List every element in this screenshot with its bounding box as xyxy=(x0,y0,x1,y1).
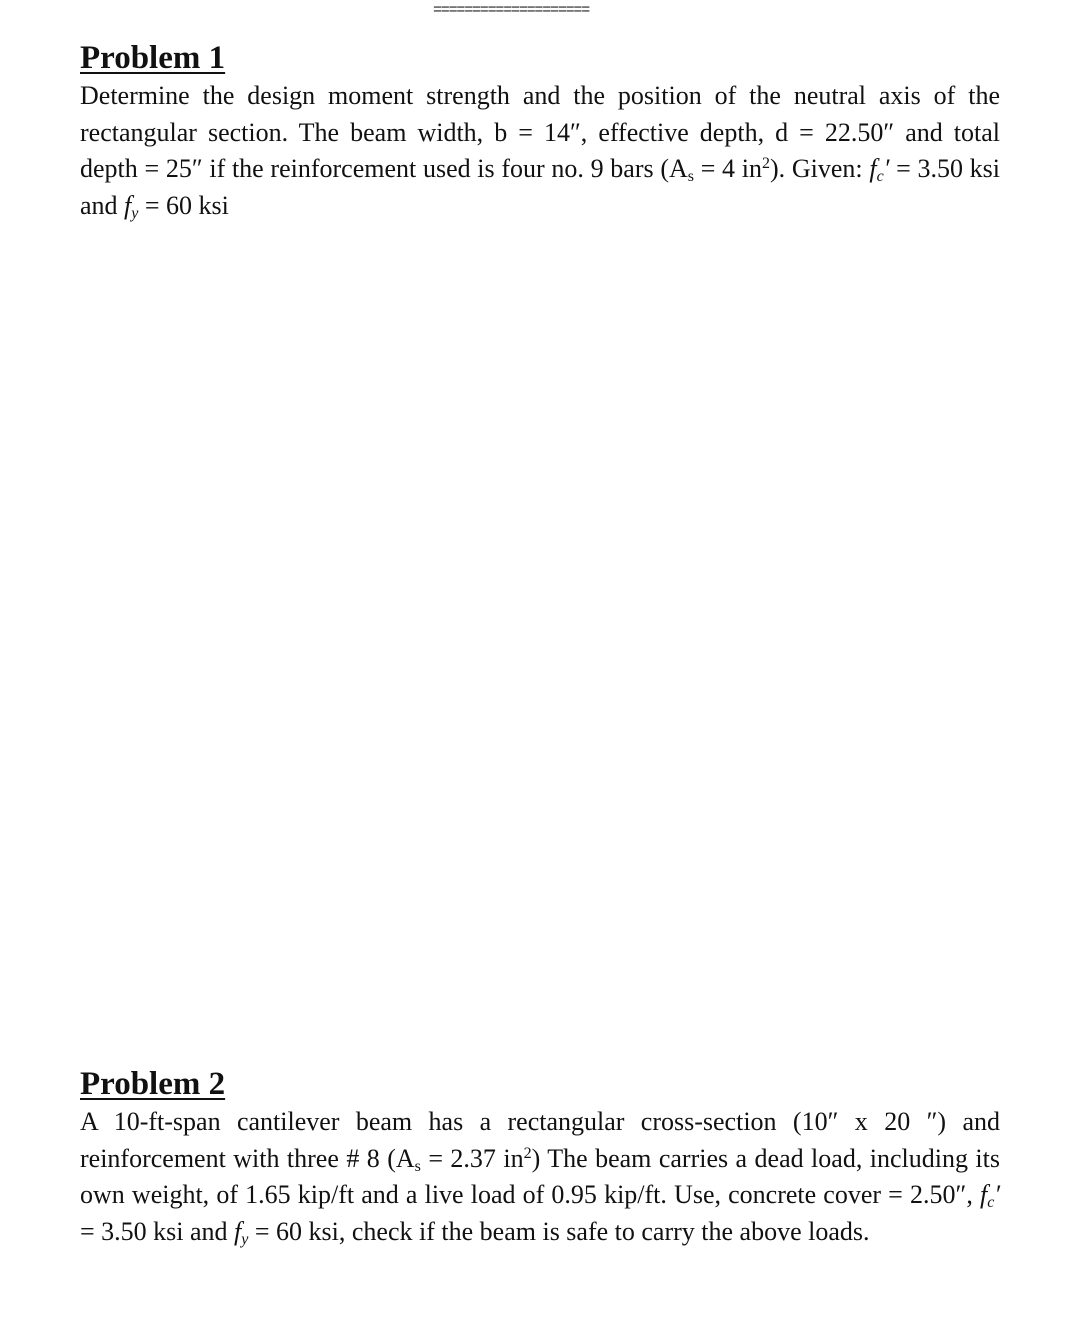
problem-2-title: Problem 2 xyxy=(80,1066,226,1102)
problem-1-fc-symbol xyxy=(869,154,889,183)
problem-2-text-part-3: ) The beam carries a dead load, including its own weight, of 1.65 kip/ft and a live load of 0.95 kip/ft. Use, concrete cover = 2.50″, xyxy=(80,1143,1000,1209)
problem-2-section xyxy=(80,1064,1000,1250)
problem-2-fc-subscript: c xyxy=(987,1194,995,1211)
problem-2-fc-prime: ′ xyxy=(994,1180,1000,1209)
problem-1-text-part-2: = 4 in xyxy=(693,154,762,183)
problem-2-fc-symbol xyxy=(980,1180,1000,1209)
problem-2-text-part-2: = 2.37 in xyxy=(420,1143,524,1173)
problem-2-unit-superscript: 2 xyxy=(523,1144,532,1162)
problem-1-text-part-5: = 60 ksi xyxy=(138,190,229,220)
problem-1-text-part-4: = 3.50 ksi and xyxy=(80,154,1000,220)
problem-1-fy-subscript: y xyxy=(131,204,139,222)
problem-2-fy-symbol xyxy=(234,1217,248,1246)
problem-1-fy-main: f xyxy=(124,190,132,220)
problem-1-unit-superscript: 2 xyxy=(762,155,770,172)
problem-2-fc-main: f xyxy=(979,1180,988,1209)
problem-1-as-subscript: s xyxy=(687,168,694,185)
problem-2-text-part-4: = 3.50 ksi and xyxy=(80,1216,235,1246)
problem-2-fy-subscript: y xyxy=(241,1230,249,1248)
problem-1-fc-prime: ′ xyxy=(883,154,890,183)
problem-1-title: Problem 1 xyxy=(80,40,226,76)
top-divider: ==================== xyxy=(433,2,590,19)
problem-1-fy-symbol xyxy=(124,191,138,220)
problem-1-text-part-1: Determine the design moment strength and the position of the neutral axis of the rectangular section. The beam width, b = 14″, effective depth, d = 22.50″ and total depth = 25″ if the reinforcement used is four no. 9 bars (A xyxy=(80,81,1000,183)
problem-2-text-part-1: A 10-ft-span cantilever beam has a rectangular cross-section (10″ x 20 ″) and reinforcement with three # 8 (A xyxy=(80,1107,1000,1173)
problem-2-text xyxy=(80,1104,1000,1250)
problem-2-text-part-5: = 60 ksi, check if the beam is safe to carry the above loads. xyxy=(248,1216,870,1246)
problem-1-fc-subscript: c xyxy=(876,168,884,185)
problem-2-fy-main: f xyxy=(234,1216,242,1246)
problem-1-fc-main: f xyxy=(869,154,877,183)
problem-1-text-part-3: ). Given: xyxy=(770,154,870,183)
problem-1-text xyxy=(80,78,1000,224)
problem-1-section xyxy=(80,38,1000,224)
problem-2-as-subscript: s xyxy=(414,1157,421,1175)
